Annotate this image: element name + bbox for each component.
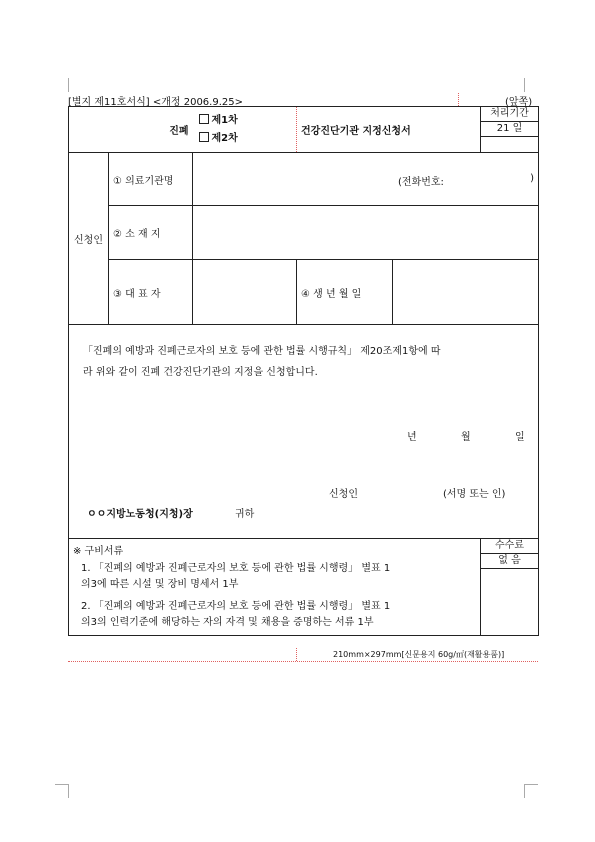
title-prefix: 진폐: [169, 126, 189, 137]
statement-line-2: 라 위와 같이 진폐 건강진단기관의 지정을 신청합니다.: [83, 367, 318, 378]
statement-line-1: 「진폐의 예방과 진폐근로자의 보호 등에 관한 법률 시행규칙」 제20조제1항에 따: [83, 346, 441, 357]
option-first-round[interactable]: [199, 112, 297, 130]
document-item-2-line-1: 2. 「진폐의 예방과 진폐근로자의 보호 등에 관한 법률 시행령」 별표 1: [81, 601, 391, 612]
title-prefix-cell: [69, 107, 193, 153]
address-label: ② 소 재 지: [109, 206, 193, 260]
checkbox-icon[interactable]: [199, 114, 209, 124]
fee-label: 수수료: [481, 539, 538, 554]
recipient-suffix: 귀하: [235, 509, 255, 520]
statement-cell: [69, 325, 539, 539]
form-number: [별지 제11호서식] <개정 2006.9.25>: [68, 97, 243, 108]
form-table: [68, 106, 539, 636]
exam-round-options: [193, 107, 297, 153]
form-title-cell: [297, 107, 481, 153]
fee-cell: [481, 539, 539, 636]
signature-note[interactable]: (서명 또는 인): [443, 489, 506, 500]
footer-dotted-rule: [68, 661, 538, 662]
documents-header: ※ 구비서류: [73, 546, 124, 557]
institution-name-label: ① 의료기관명: [109, 153, 193, 206]
crop-mark: [524, 78, 525, 92]
form-title: 건강진단기관 지정신청서: [301, 126, 411, 137]
processing-period-cell: [481, 107, 539, 153]
institution-name-field[interactable]: [193, 153, 539, 206]
date-year: 년: [407, 432, 417, 443]
page-side-label: (앞쪽): [505, 97, 533, 108]
required-documents-cell: [69, 539, 481, 636]
paper-spec: 210mm×297mm[신문용지 60g/㎡(재활용품)]: [333, 650, 505, 659]
document-item-1-line-2: 의3에 따른 시설 및 장비 명세서 1부: [81, 579, 239, 590]
crop-mark: [524, 784, 538, 785]
application-form: [68, 106, 538, 651]
crop-mark: [55, 784, 69, 785]
birth-date-label: ④ 생 년 월 일: [297, 260, 393, 325]
header-dotted-divider: [458, 93, 459, 106]
representative-label: ③ 대 표 자: [109, 260, 193, 325]
address-field[interactable]: [193, 206, 539, 260]
phone-label: (전화번호:: [398, 177, 444, 188]
birth-date-field[interactable]: [393, 260, 539, 325]
date-day: 일: [515, 432, 525, 443]
option-first-label: 제1차: [211, 114, 238, 126]
applicant-section-label: 신청인: [69, 153, 109, 325]
option-second-label: 제2차: [211, 132, 238, 144]
recipient: ㅇㅇ지방노동청(지청)장: [87, 509, 193, 520]
crop-mark: [524, 784, 525, 798]
option-second-round[interactable]: [199, 130, 297, 148]
crop-mark: [68, 78, 69, 92]
representative-field[interactable]: [193, 260, 297, 325]
date-month: 월: [461, 432, 471, 443]
crop-mark: [68, 784, 69, 798]
processing-period-label: 처리기간: [481, 107, 538, 122]
fee-value: 없 음: [481, 554, 538, 569]
footer-dotted-divider: [296, 648, 297, 661]
document-item-1-line-1: 1. 「진폐의 예방과 진폐근로자의 보호 등에 관한 법률 시행령」 별표 1: [81, 563, 391, 574]
signer-label: 신청인: [329, 489, 358, 500]
phone-close: ): [530, 173, 535, 184]
checkbox-icon[interactable]: [199, 132, 209, 142]
document-item-2-line-2: 의3의 인력기준에 해당하는 자의 자격 및 채용을 증명하는 서류 1부: [81, 617, 374, 628]
processing-period-value: 21 일: [481, 122, 538, 137]
